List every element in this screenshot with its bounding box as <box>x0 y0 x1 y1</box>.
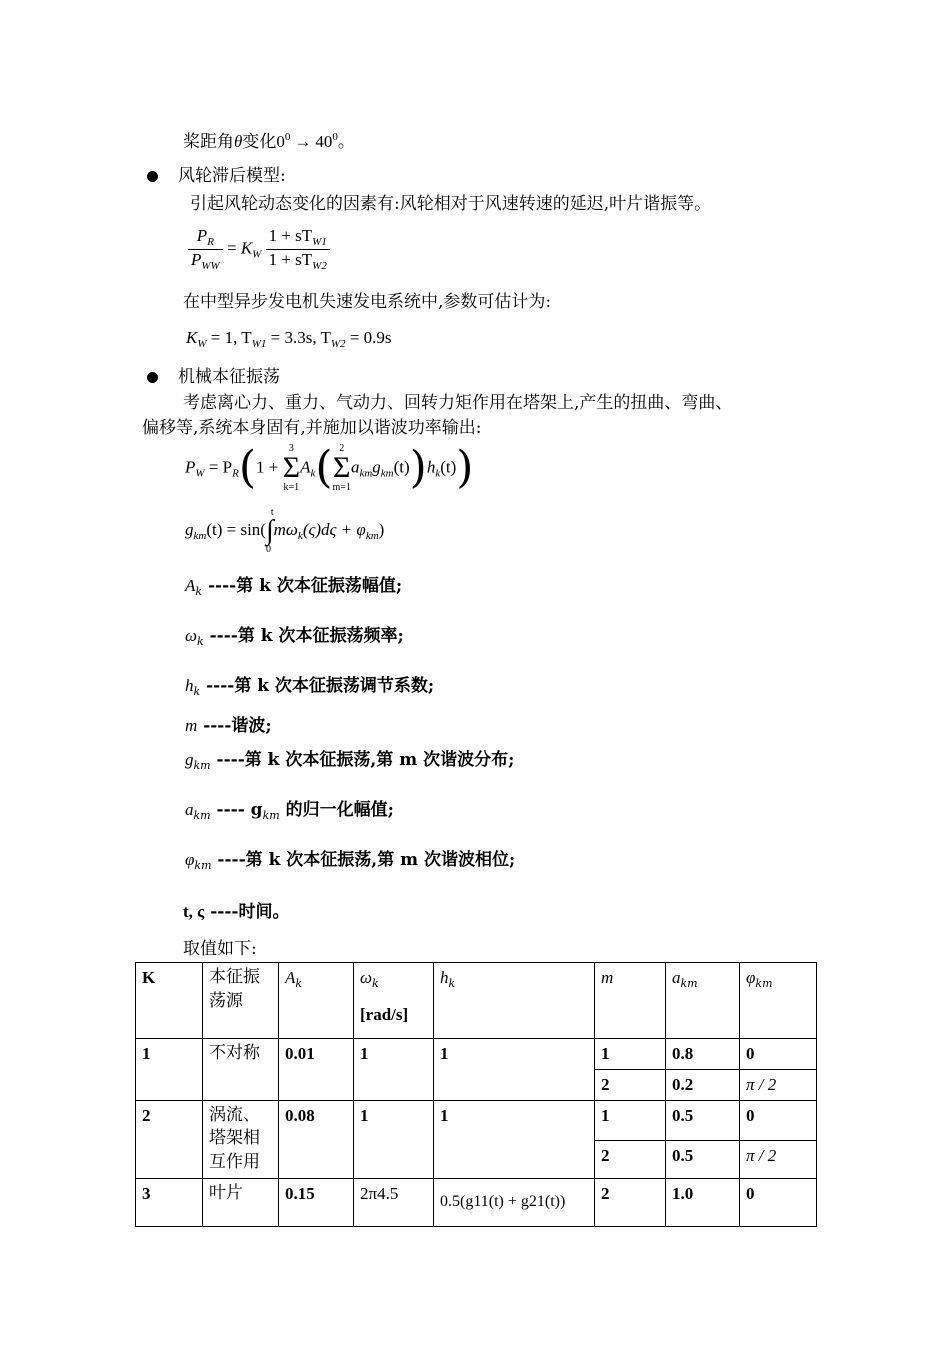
subscript: km <box>194 859 212 872</box>
subscript: W1 <box>251 338 267 350</box>
fraction <box>266 226 330 273</box>
definition-item <box>185 626 404 648</box>
text: 桨距角 <box>183 132 234 152</box>
formula-harmonic <box>185 508 384 555</box>
definition-item <box>185 850 515 872</box>
text: 变化 <box>242 132 277 152</box>
cell-k: 1 <box>136 1039 203 1101</box>
header-omega <box>354 963 434 1039</box>
section-heading: 风轮滞后模型: <box>178 166 286 186</box>
subscript: k <box>435 467 441 480</box>
text: 。 <box>337 132 355 152</box>
symbol: t, ς <box>183 902 205 921</box>
value-to: 40 <box>315 132 333 151</box>
cell-phi: 0 <box>740 1178 817 1226</box>
symbol: A <box>285 968 296 987</box>
definition-text: ---- g <box>210 800 263 820</box>
symbol: g <box>372 457 381 477</box>
expr: (ς)dς + φ <box>302 520 366 540</box>
subscript: W <box>197 338 207 350</box>
cell-k: 3 <box>136 1178 203 1226</box>
paren: ( <box>315 442 333 493</box>
cell-omega: 2π4.5 <box>354 1178 434 1226</box>
symbol: g <box>185 750 194 769</box>
section-heading: 机械本征振荡 <box>178 367 280 387</box>
header-k: K <box>136 963 203 1039</box>
sum-symbol: 3 Σ k=1 <box>282 443 301 493</box>
expr: = P <box>204 457 233 477</box>
cell-h: 0.5(g11(t) + g21(t)) <box>434 1178 595 1226</box>
integral-symbol: t ∫ 0 <box>265 507 274 555</box>
definition-text: ----谐波; <box>197 716 272 736</box>
cell-h: 1 <box>434 1039 595 1101</box>
table-intro: 取值如下: <box>183 939 257 959</box>
subscript: km <box>193 809 211 822</box>
subscript: km <box>680 977 698 990</box>
header-phi <box>740 963 817 1039</box>
cell-source: 涡流、塔架相互作用 <box>203 1100 279 1178</box>
subscript: k <box>372 977 379 990</box>
header-akm <box>666 963 740 1039</box>
definition-text: ----第 k 次本征振荡幅值; <box>202 576 403 596</box>
cell-akm: 1.0 <box>666 1178 740 1226</box>
cell-akm: 0.2 <box>666 1069 740 1100</box>
bullet-icon <box>147 372 158 383</box>
header-source: 本征振荡源 <box>203 963 279 1039</box>
symbol: h <box>185 676 194 695</box>
bullet-icon <box>147 171 158 182</box>
subscript: W <box>195 467 205 480</box>
header-m <box>595 963 666 1039</box>
subscript: W2 <box>330 338 346 350</box>
subscript: R <box>207 236 214 248</box>
expr: (t) <box>440 457 457 477</box>
param-values <box>186 328 392 351</box>
expr: ) <box>378 520 385 540</box>
table-row <box>136 1178 817 1226</box>
limit: m=1 <box>332 481 351 493</box>
symbol: φ <box>185 850 195 869</box>
header-a <box>279 963 354 1039</box>
subscript: k <box>193 685 201 698</box>
cell-omega: 1 <box>354 1100 434 1178</box>
symbol: P <box>196 226 208 245</box>
symbol: a <box>185 800 194 819</box>
paren: ( <box>238 442 257 493</box>
cell-m: 1 <box>595 1039 666 1070</box>
subscript: W <box>252 248 262 261</box>
definition-text: ----第 k 次本征振荡,第 m 次谐波分布; <box>210 750 515 770</box>
subscript: km <box>365 530 379 543</box>
symbol: φ <box>746 968 756 987</box>
arrow-icon: → <box>294 132 312 151</box>
cell-source: 不对称 <box>203 1039 279 1101</box>
cell-m: 2 <box>595 1140 666 1178</box>
subscript: km <box>755 977 773 990</box>
subscript: W1 <box>312 236 327 248</box>
definition-text: 的归一化幅值; <box>279 800 394 820</box>
cell-m: 1 <box>595 1100 666 1140</box>
symbol: m <box>601 968 614 987</box>
expr: = 3.3s, T <box>266 328 331 347</box>
values-table <box>135 962 817 1227</box>
symbol: ω <box>185 626 198 645</box>
symbol: h <box>426 457 436 477</box>
subscript: km <box>193 759 211 772</box>
cell-phi: π / 2 <box>740 1140 817 1178</box>
limit: 2 <box>339 443 345 455</box>
paragraph: 在中型异步发电机失速发电系统中,参数可估计为: <box>183 292 552 312</box>
cell-k: 2 <box>136 1100 203 1178</box>
limit: 0 <box>265 543 271 555</box>
expr: mω <box>273 520 298 540</box>
cell-phi: 0 <box>740 1039 817 1070</box>
subscript: k <box>297 530 303 543</box>
cell-phi: π / 2 <box>740 1069 817 1100</box>
paragraph: 偏移等,系统本身固有,并施加以谐波功率输出: <box>142 418 482 438</box>
expr: (t) = sin( <box>206 520 266 540</box>
fraction <box>188 226 223 273</box>
symbol: P <box>191 250 202 270</box>
symbol: ω <box>360 968 373 987</box>
subscript: W2 <box>312 260 327 273</box>
paragraph: 考虑离心力、重力、气动力、回转力矩作用在塔架上,产生的扭曲、弯曲、 <box>183 393 733 413</box>
subscript: WW <box>201 260 220 273</box>
table-header-row <box>136 963 817 1039</box>
subscript: k <box>197 635 204 648</box>
subscript: km <box>380 467 394 480</box>
cell-source: 叶片 <box>203 1178 279 1226</box>
cell-a: 0.01 <box>279 1039 354 1101</box>
cell-akm: 0.5 <box>666 1100 740 1140</box>
formula-power-output <box>185 442 473 495</box>
symbol: P <box>185 457 196 477</box>
degree: 0 <box>332 131 338 143</box>
symbol: K <box>186 328 198 347</box>
table-row <box>136 1039 817 1070</box>
cell-m: 2 <box>595 1069 666 1100</box>
cell-m: 2 <box>595 1178 666 1226</box>
cell-a: 0.08 <box>279 1100 354 1178</box>
cell-phi: 0 <box>740 1100 817 1140</box>
symbol: A <box>185 576 196 595</box>
expr: (t) <box>393 457 410 477</box>
definition-item <box>185 676 434 698</box>
definition-text: ----第 k 次本征振荡,第 m 次谐波相位; <box>211 850 516 870</box>
limit: t <box>270 507 274 518</box>
limit: 3 <box>288 443 294 455</box>
theta-symbol: θ <box>234 132 243 151</box>
definition-item <box>185 750 514 772</box>
expr: 1 + sT <box>268 250 313 270</box>
equals: = <box>226 238 237 258</box>
cell-h: 1 <box>434 1100 595 1178</box>
cell-akm: 0.8 <box>666 1039 740 1070</box>
table-row <box>136 1100 817 1140</box>
symbol: a <box>672 968 681 987</box>
cell-akm: 0.5 <box>666 1140 740 1178</box>
expr: = 1, T <box>206 328 252 347</box>
cell-a: 0.15 <box>279 1178 354 1226</box>
paragraph: 引起风轮动态变化的因素有:风轮相对于风速转速的延迟,叶片谐振等。 <box>190 194 712 214</box>
symbol: a <box>350 457 360 477</box>
header-h <box>434 963 595 1039</box>
definition-text: ----时间。 <box>204 902 290 922</box>
symbol: m <box>185 716 198 735</box>
expr: 1 + sT <box>268 226 313 245</box>
symbol: A <box>300 457 311 477</box>
subscript: km <box>193 530 207 543</box>
subscript: k <box>195 585 203 598</box>
cell-omega: 1 <box>354 1039 434 1101</box>
degree: 0 <box>284 131 291 143</box>
subscript: R <box>232 467 239 480</box>
sum-symbol: 2 Σ m=1 <box>332 443 351 493</box>
symbol: h <box>440 968 449 987</box>
definition-item <box>185 800 394 822</box>
subscript: k <box>295 977 303 990</box>
paren: ) <box>409 442 427 493</box>
pitch-angle-line <box>183 131 355 152</box>
definition-text: ----第 k 次本征振荡频率; <box>203 626 404 646</box>
definition-item <box>185 576 402 598</box>
subscript: km <box>262 809 280 822</box>
expr: = 0.9s <box>345 328 392 347</box>
subscript: km <box>359 467 373 480</box>
expr: 1 + <box>256 457 283 477</box>
formula-rotor-lag <box>188 226 330 273</box>
subscript: k <box>310 467 316 480</box>
unit: [rad/s] <box>360 1005 409 1025</box>
definition-item <box>183 902 290 922</box>
limit: k=1 <box>283 481 300 493</box>
definition-text: ----第 k 次本征振荡调节系数; <box>200 676 435 696</box>
definition-item <box>185 716 272 736</box>
value-from: 0 <box>276 132 285 151</box>
paren: ) <box>456 442 474 493</box>
subscript: k <box>448 977 456 990</box>
symbol: K <box>240 238 253 258</box>
symbol: g <box>185 520 194 540</box>
